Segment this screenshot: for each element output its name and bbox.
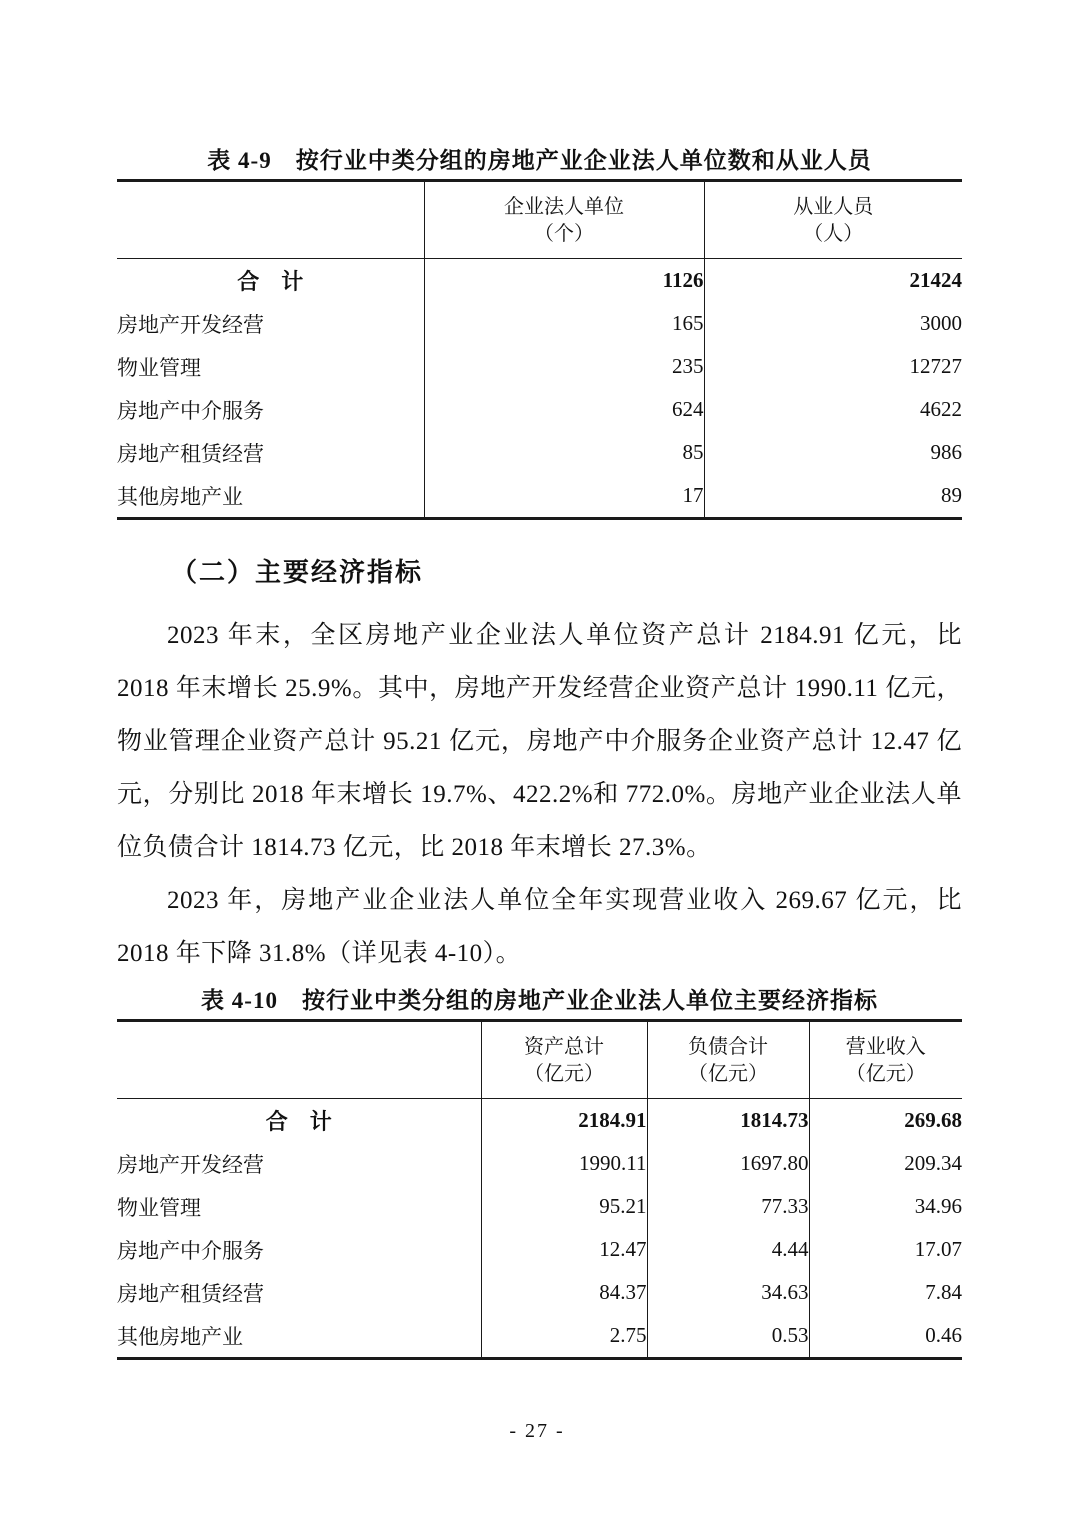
assets-value: 84.37 xyxy=(481,1271,647,1314)
table-4-9-header-row xyxy=(117,181,962,259)
row-label: 房地产开发经营 xyxy=(117,312,264,337)
header-liabilities xyxy=(647,1021,809,1099)
row-label: 物业管理 xyxy=(117,355,201,380)
header-liabilities-line2: （亿元） xyxy=(688,1061,768,1085)
table-row xyxy=(117,1271,962,1314)
header-empty-cell xyxy=(117,181,424,259)
liabilities-value: 4.44 xyxy=(647,1228,809,1271)
row-label: 房地产开发经营 xyxy=(117,1152,264,1177)
page-number: - 27 - xyxy=(509,1420,565,1442)
assets-value: 2184.91 xyxy=(481,1099,647,1143)
header-units-line2: （个） xyxy=(534,221,594,245)
table-row xyxy=(117,1228,962,1271)
revenue-value: 17.07 xyxy=(809,1228,962,1271)
units-value: 85 xyxy=(424,431,704,474)
table-row xyxy=(117,1314,962,1359)
units-value: 1126 xyxy=(424,259,704,303)
table-4-10-caption: 表 4-10 按行业中类分组的房地产业企业法人单位主要经济指标 xyxy=(201,988,878,1013)
table-4-10-header-row xyxy=(117,1021,962,1099)
row-label: 房地产中介服务 xyxy=(117,398,264,423)
header-revenue-line2: （亿元） xyxy=(845,1061,926,1085)
header-assets xyxy=(481,1021,647,1099)
row-label: 其他房地产业 xyxy=(117,1324,243,1349)
table-row-total xyxy=(117,259,962,303)
liabilities-value: 34.63 xyxy=(647,1271,809,1314)
revenue-value: 7.84 xyxy=(809,1271,962,1314)
table-row xyxy=(117,431,962,474)
row-label: 合 计 xyxy=(237,269,304,294)
header-units xyxy=(424,181,704,259)
table-4-9-caption: 表 4-9 按行业中类分组的房地产业企业法人单位数和从业人员 xyxy=(207,148,872,173)
header-units-line1: 企业法人单位 xyxy=(504,194,624,218)
row-label: 物业管理 xyxy=(117,1195,201,1220)
row-label: 房地产租赁经营 xyxy=(117,441,264,466)
assets-value: 2.75 xyxy=(481,1314,647,1359)
row-label: 房地产中介服务 xyxy=(117,1238,264,1263)
table-row-total xyxy=(117,1099,962,1143)
units-value: 165 xyxy=(424,302,704,345)
units-value: 17 xyxy=(424,474,704,519)
liabilities-value: 1697.80 xyxy=(647,1142,809,1185)
row-label: 房地产租赁经营 xyxy=(117,1281,264,1306)
units-value: 624 xyxy=(424,388,704,431)
section-heading: （二）主要经济指标 xyxy=(171,558,424,587)
staff-value: 3000 xyxy=(704,302,962,345)
assets-value: 12.47 xyxy=(481,1228,647,1271)
liabilities-value: 0.53 xyxy=(647,1314,809,1359)
staff-value: 12727 xyxy=(704,345,962,388)
header-staff xyxy=(704,181,962,259)
table-row xyxy=(117,302,962,345)
table-row xyxy=(117,1185,962,1228)
staff-value: 89 xyxy=(704,474,962,519)
header-assets-line1: 资产总计 xyxy=(524,1034,604,1058)
liabilities-value: 1814.73 xyxy=(647,1099,809,1143)
table-4-10 xyxy=(117,1019,962,1360)
table-row xyxy=(117,1142,962,1185)
staff-value: 21424 xyxy=(704,259,962,303)
staff-value: 4622 xyxy=(704,388,962,431)
staff-value: 986 xyxy=(704,431,962,474)
revenue-value: 34.96 xyxy=(809,1185,962,1228)
table-row xyxy=(117,388,962,431)
header-assets-line2: （亿元） xyxy=(524,1061,604,1085)
table-row xyxy=(117,474,962,519)
assets-value: 95.21 xyxy=(481,1185,647,1228)
paragraph-assets: 2023 年末，全区房地产业企业法人单位资产总计 2184.91 亿元，比 2018 年末增长 25.9%。其中，房地产开发经营企业资产总计 1990.11 亿元，物业管理企业资产总计 95.21 亿元，房地产中介服务企业资产总计 12.47 亿元，分别比 2018 年末增长 19.7%、422.2%和 772.0%。房地产业企业法人单位负债合计 1814.73 亿元，比 2018 年末增长 27.3%。 xyxy=(117,622,962,861)
paragraph-revenue: 2023 年，房地产业企业法人单位全年实现营业收入 269.67 亿元，比 2018 年下降 31.8%（详见表 4-10）。 xyxy=(117,887,962,967)
revenue-value: 269.68 xyxy=(809,1099,962,1143)
header-revenue-line1: 营业收入 xyxy=(845,1034,926,1058)
header-staff-line1: 从业人员 xyxy=(793,194,874,218)
assets-value: 1990.11 xyxy=(481,1142,647,1185)
revenue-value: 209.34 xyxy=(809,1142,962,1185)
revenue-value: 0.46 xyxy=(809,1314,962,1359)
header-liabilities-line1: 负债合计 xyxy=(688,1034,768,1058)
page-content xyxy=(117,0,962,1360)
table-4-9 xyxy=(117,179,962,520)
header-staff-line2: （人） xyxy=(803,221,864,245)
units-value: 235 xyxy=(424,345,704,388)
header-revenue xyxy=(809,1021,962,1099)
row-label: 其他房地产业 xyxy=(117,484,243,509)
row-label: 合 计 xyxy=(265,1109,332,1134)
liabilities-value: 77.33 xyxy=(647,1185,809,1228)
table-row xyxy=(117,345,962,388)
header-empty-cell xyxy=(117,1021,481,1099)
